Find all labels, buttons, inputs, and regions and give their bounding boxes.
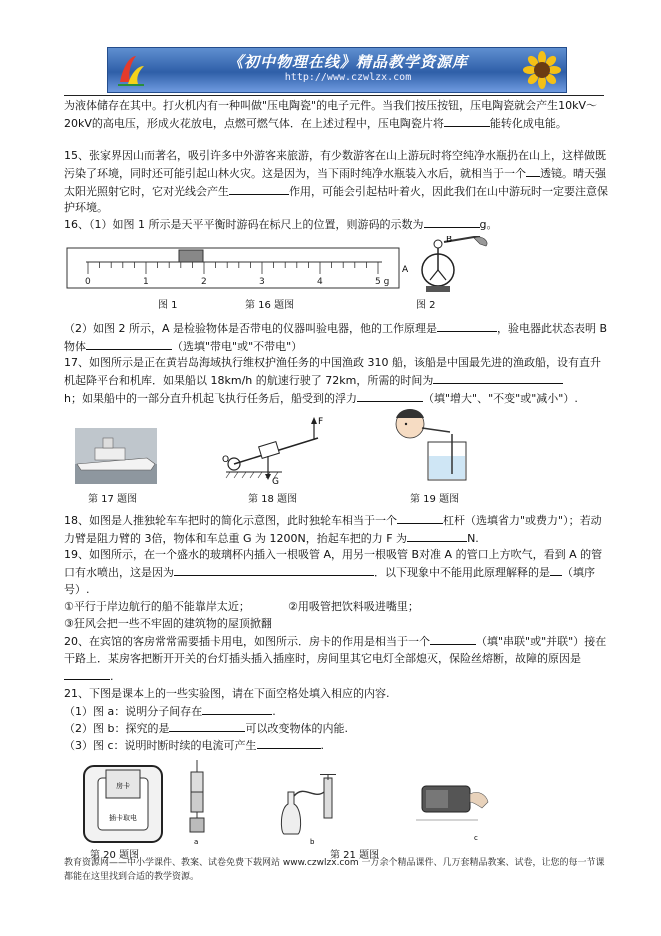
- label-g: G: [272, 477, 279, 486]
- question-19: 19、如图所示，在一个盛水的玻璃杯内插入一根吸管 A，用另一根吸管 B对准 A 的管口上方吹气，看到 A 的管口有水喷出，这是因为 ．以下现象中不能用此原理解释的是 （填序号）.: [64, 548, 603, 596]
- logo-icon: [114, 52, 148, 88]
- question-16-part2: （2）如图 2 所示，A 是检验物体是否带电的仪器叫验电器，他的工作原理是 ，验电器此状态表明 B 物体 （选填"带电"或"不带电"）: [64, 322, 608, 353]
- sunflower-icon: [522, 50, 562, 90]
- answer-blank[interactable]: [169, 720, 245, 732]
- answer-blank[interactable]: [202, 703, 272, 715]
- caption-fig17: 第 17 题图: [88, 494, 138, 505]
- banner-title: 《初中物理在线》精品教学资源库: [227, 53, 468, 71]
- balance-rider-scale-figure: [66, 244, 400, 292]
- question-21-part1: （1）图 a：说明分子间存在 .: [64, 705, 276, 718]
- label-f: F: [318, 417, 324, 427]
- answer-blank[interactable]: [229, 183, 289, 195]
- option-2: ②用吸管把饮料吸进嘴里；: [288, 600, 419, 613]
- question-16-part1: 16、（1）如图 1 所示是天平平衡时游码在标尺上的位置，则游码的示数为 g。: [64, 218, 498, 231]
- ruler-tick-label: 2: [201, 277, 207, 287]
- question-15: 15、张家界因山而著名，吸引许多中外游客来旅游，有少数游客在山上游玩时将空纯净水瓶扔在山上，这样做既污染了环境，同时还可能引起山林火灾。这是因为，当下雨时纯净水瓶装入水后，就相当于一个 透镜。晴天强太阳光照射它时，它对光线会产生 作用，可能会引起枯叶着火，因此我们在山中游玩时一定要注意保护环境。: [64, 149, 608, 215]
- caption-fig18: 第 18 题图: [248, 494, 298, 505]
- label-b: b: [310, 838, 315, 846]
- question-21: 21、下图是课本上的一些实验图，请在下面空格处填入相应的内容.: [64, 687, 390, 700]
- bottle-pump-figure: [280, 774, 350, 846]
- answer-blank[interactable]: [424, 216, 480, 228]
- answer-blank[interactable]: [550, 564, 562, 576]
- question-21-part2: （2）图 b：探究的是 可以改变物体的内能.: [64, 722, 348, 735]
- answer-blank[interactable]: [357, 390, 423, 402]
- blowing-straw-figure: [388, 406, 474, 484]
- option-1: ①平行于岸边航行的船不能靠岸太近；: [64, 600, 250, 613]
- answer-blank[interactable]: [526, 165, 540, 177]
- ruler-tick-label: 0: [85, 277, 91, 287]
- radio-figure: [412, 774, 492, 844]
- ruler-tick-label: 1: [143, 277, 149, 287]
- banner-url[interactable]: http://www.czwlzx.com: [284, 72, 412, 83]
- caption-fig21: 第 21 题图: [330, 850, 380, 861]
- header-banner: [107, 47, 567, 93]
- label-a: A: [402, 265, 409, 275]
- caption-fig20: 第 20 题图: [90, 850, 140, 861]
- caption-fig2: 图 2: [416, 300, 436, 311]
- ruler-tick-label: 3: [259, 277, 265, 287]
- answer-blank[interactable]: [64, 668, 110, 680]
- slot-label: 插卡取电: [109, 814, 137, 822]
- answer-blank[interactable]: [257, 737, 321, 749]
- question-19-options: [64, 599, 608, 616]
- question-21-part3: （3）图 c：说明时断时续的电流可产生 .: [64, 739, 325, 752]
- ruler-tick-label: 5 g: [375, 277, 390, 287]
- card-label: 房卡: [116, 782, 130, 790]
- caption-fig16: 第 16 题图: [245, 300, 295, 311]
- label-b: B: [446, 236, 453, 245]
- paragraph-piezo: 为液体储存在其中。打火机内有一种叫做"压电陶瓷"的电子元件。当我们按压按钮，压电陶瓷就会产生10kV～20kV的高电压，形成火花放电，点燃可燃气体．在上述过程中，压电陶瓷片将 能转化成电能。: [64, 99, 598, 130]
- caption-fig1: 图 1: [158, 300, 178, 311]
- ruler-tick-label: 4: [317, 277, 323, 287]
- footer-note: 教育资源网——中小学课件、教案、试卷免费下载网站 www.czwlzx.com 一万余个精品课件、几万套精品教案、试卷，让您的每一节课都能在这里找到合适的教学资源。: [64, 858, 605, 882]
- label-a: a: [194, 838, 199, 846]
- header-rule: [64, 95, 604, 96]
- answer-blank[interactable]: [86, 338, 172, 350]
- room-card-slot-figure: [82, 764, 164, 844]
- label-c: c: [474, 834, 478, 842]
- answer-blank[interactable]: [437, 320, 497, 332]
- question-20: 20、在宾馆的客房常常需要插卡用电，如图所示．房卡的作用是相当于一个 （填"串联"或"并联"）接在干路上．某房客把断开开关的台灯插头插入插座时，房间里其它电灯全部熄灭，保险丝熔断，故障的原因是.: [64, 635, 607, 683]
- option-3: ③狂风会把一些不牢固的建筑物的屋顶掀翻: [64, 617, 272, 630]
- label-o: O: [222, 455, 230, 465]
- caption-fig19: 第 19 题图: [410, 494, 460, 505]
- patrol-ship-photo: [75, 428, 157, 484]
- rider-weight: [179, 250, 203, 262]
- wheelbarrow-lever-figure: [222, 414, 340, 486]
- electroscope-figure: [400, 236, 492, 296]
- question-17: 17、如图所示是正在黄岩岛海域执行维权护渔任务的中国渔政 310 船，该船是中国最先进的渔政船，设有直升机起降平台和机库．如果船以 18km/h 的航速行驶了 72km，所需的时间为 h；如果船中的一部分直升机起飞执行任务后，船受到的浮力 （填"增大"、"不变"或"减小"）.: [64, 356, 601, 405]
- answer-blank[interactable]: [444, 115, 490, 127]
- question-18: 18、如图是人推独轮车车把时的简化示意图，此时独轮车相当于一个 杠杆（选填省力"或费力"）；若动力臂是阻力臂的 3倍，物体和车总重 G 为 1200N，抬起车把的力 F 为 N.: [64, 514, 602, 545]
- answer-blank[interactable]: [433, 372, 563, 384]
- answer-blank[interactable]: [430, 633, 476, 645]
- answer-blank[interactable]: [174, 564, 374, 576]
- lead-cylinders-figure: [182, 760, 212, 846]
- answer-blank[interactable]: [397, 512, 443, 524]
- answer-blank[interactable]: [407, 530, 467, 542]
